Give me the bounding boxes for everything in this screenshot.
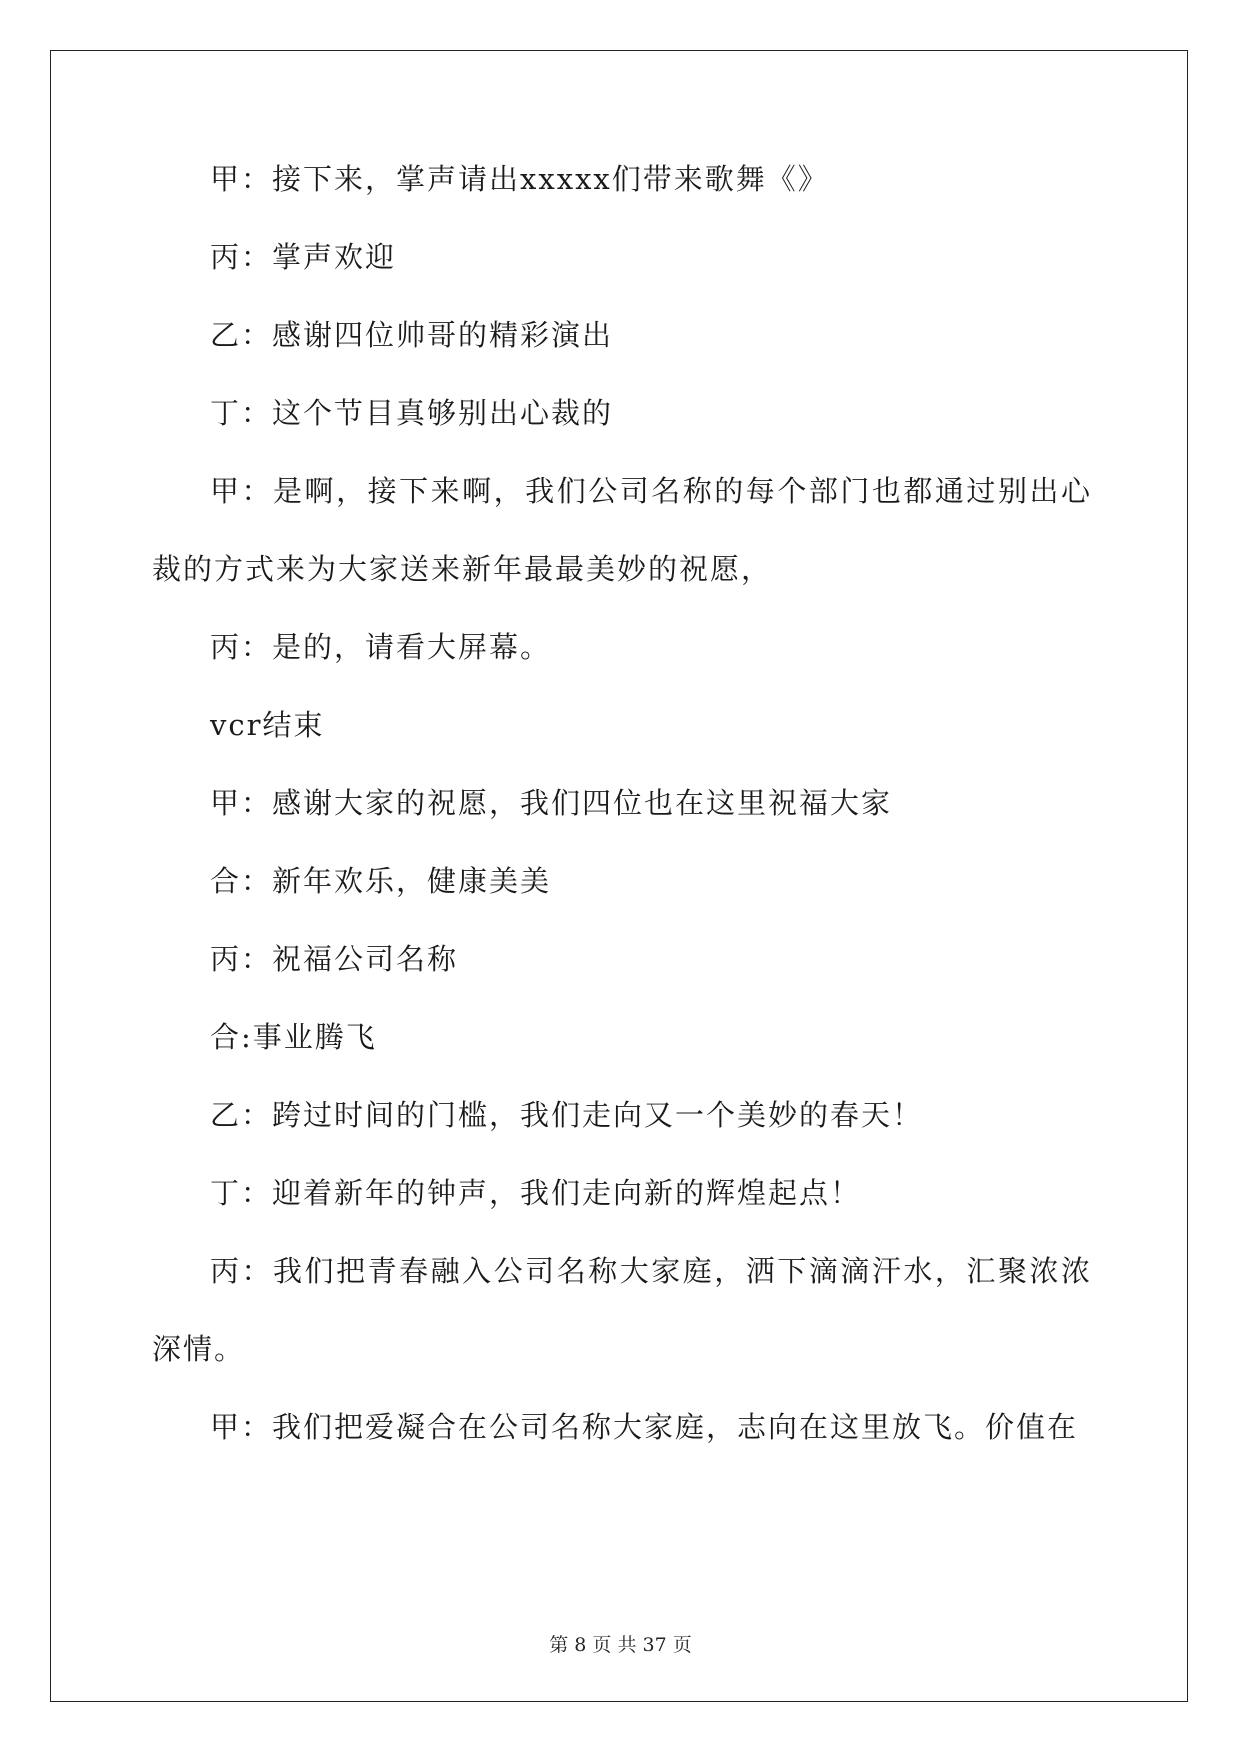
page-number-footer: 第 8 页 共 37 页 — [549, 1634, 692, 1656]
paragraph: vcr结束 — [210, 708, 325, 742]
paragraph: 丁：这个节目真够别出心裁的 — [210, 396, 614, 430]
paragraph: 甲：是啊，接下来啊，我们公司名称的每个部门也都通过别出心裁的方式来为大家送来新年最最美妙的祝愿， — [152, 474, 1092, 586]
paragraph: 甲：我们把爱凝合在公司名称大家庭，志向在这里放飞。价值在 — [210, 1410, 1079, 1444]
paragraph: 合:事业腾飞 — [210, 1020, 377, 1054]
paragraph: 甲：接下来，掌声请出xxxxx们带来歌舞《》 — [210, 162, 829, 196]
paragraph: 丙：掌声欢迎 — [210, 240, 397, 274]
document-body — [152, 140, 1092, 1466]
paragraph: 甲：感谢大家的祝愿，我们四位也在这里祝福大家 — [210, 786, 893, 820]
paragraph: 丙：我们把青春融入公司名称大家庭，洒下滴滴汗水，汇聚浓浓深情。 — [152, 1254, 1092, 1366]
paragraph: 丙：是的，请看大屏幕。 — [210, 630, 552, 664]
paragraph: 乙：感谢四位帅哥的精彩演出 — [210, 318, 614, 352]
paragraph: 丙：祝福公司名称 — [210, 942, 459, 976]
paragraph: 乙：跨过时间的门槛，我们走向又一个美妙的春天！ — [210, 1098, 924, 1132]
paragraph: 丁：迎着新年的钟声，我们走向新的辉煌起点！ — [210, 1176, 862, 1210]
paragraph: 合：新年欢乐，健康美美 — [210, 864, 552, 898]
